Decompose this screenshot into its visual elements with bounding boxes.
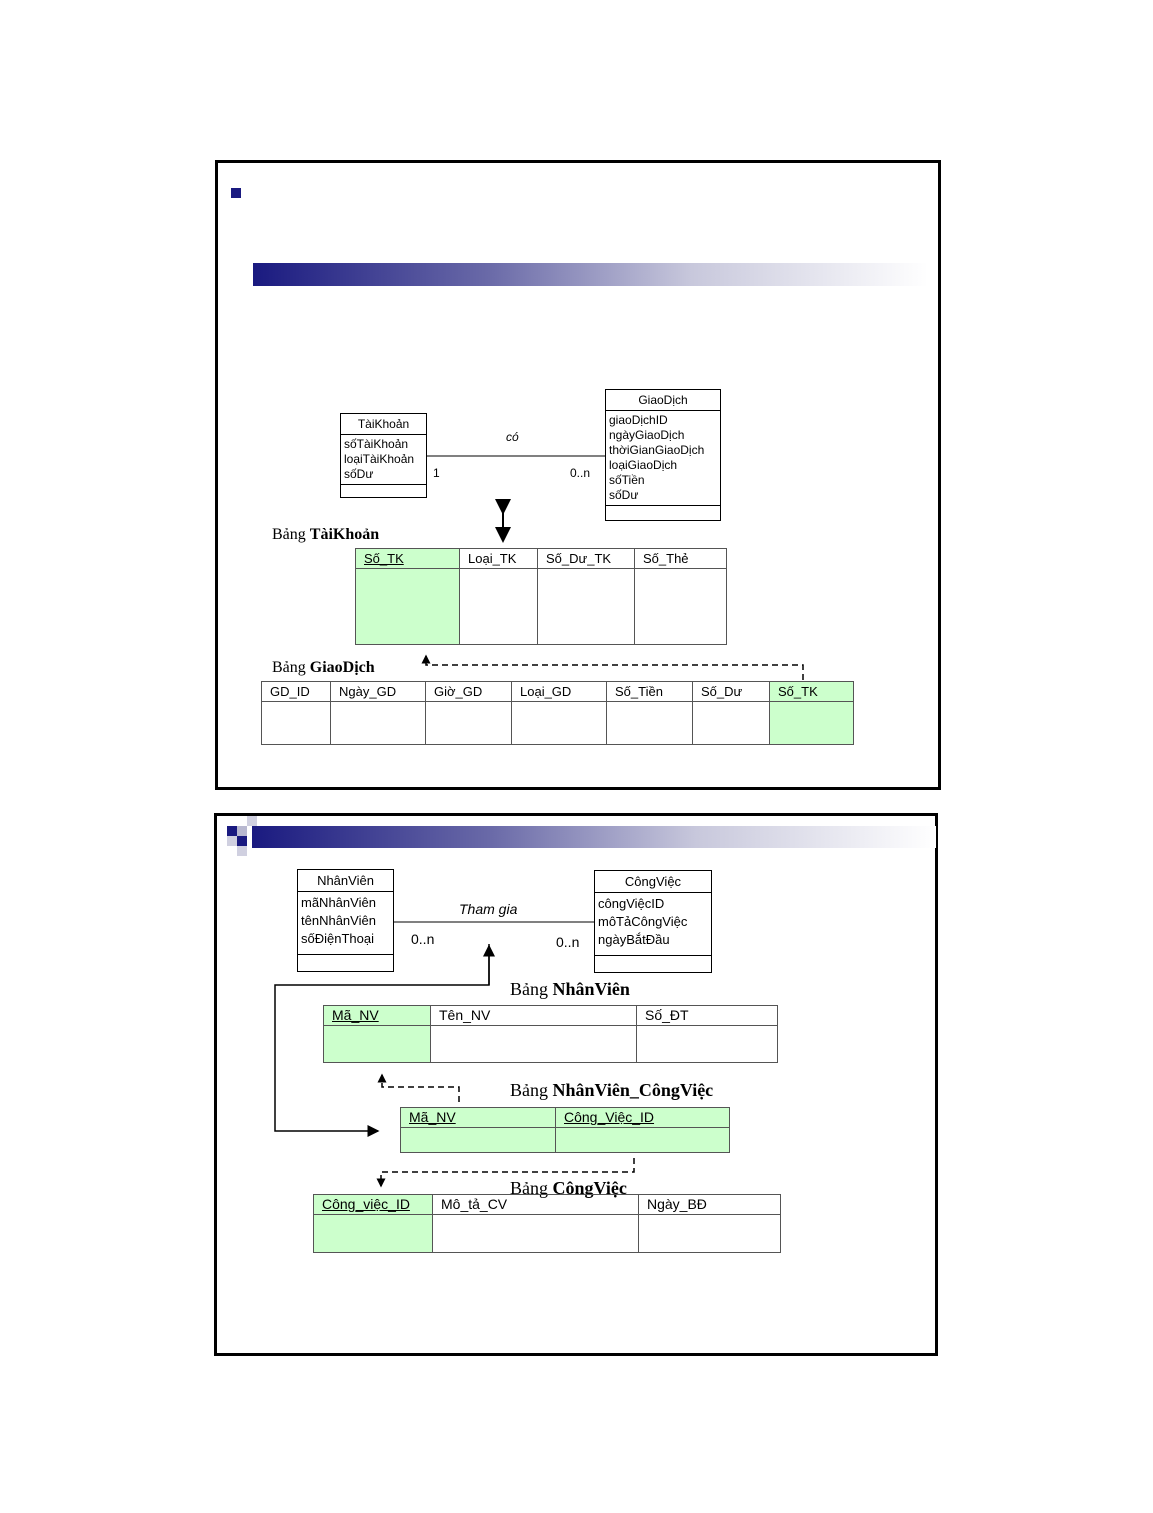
primary-key-column: Công_việc_ID: [314, 1195, 433, 1215]
multiplicity-right: 0..n: [570, 466, 591, 480]
uml-attribute: giaoDịchID: [609, 413, 668, 427]
uml-class-name: TàiKhoản: [341, 414, 426, 435]
multiplicity-left: 0..n: [411, 931, 435, 947]
uml-attribute: ngàyBắtĐầu: [598, 932, 670, 947]
table-column: Ngày_GD: [331, 682, 426, 702]
uml-attribute: sốDư: [609, 488, 639, 502]
caption-prefix: Bảng: [510, 1080, 548, 1100]
caption-prefix: Bảng: [510, 979, 548, 999]
primary-key-column: Công_Việc_ID: [556, 1108, 730, 1128]
primary-key-column: Mã_NV: [324, 1006, 431, 1026]
uml-attribute: sốĐiệnThoại: [301, 931, 374, 946]
uml-attribute: loạiGiaoDịch: [609, 458, 678, 472]
table-column: Số_ĐT: [637, 1006, 778, 1026]
table-column: Ngày_BĐ: [639, 1195, 781, 1215]
foreign-key-dashed-line: [426, 656, 803, 680]
table-column: Số_Dư_TK: [538, 549, 635, 569]
uml-attribute: loạiTàiKhoản: [344, 452, 415, 466]
caption-table-name: TàiKhoản: [309, 526, 380, 543]
caption-prefix: Bảng: [272, 526, 306, 543]
caption-table-name: NhânViên_CôngViệc: [552, 1080, 714, 1100]
foreign-key-column: Số_TK: [770, 682, 854, 702]
association-label: có: [506, 430, 519, 444]
table-column: Loại_GD: [512, 682, 607, 702]
multiplicity-left: 1: [433, 466, 440, 480]
uml-attribute: côngViệcID: [598, 896, 665, 911]
table-column: Mô_tả_CV: [433, 1195, 639, 1215]
association-class-connector: [275, 944, 489, 1131]
caption-prefix: Bảng: [510, 1178, 548, 1198]
association-label: Tham gia: [459, 901, 518, 917]
table-column: Số_Thẻ: [635, 549, 727, 569]
uml-attribute: tênNhânViên: [301, 913, 376, 928]
uml-attribute: thờiGianGiaoDịch: [609, 443, 705, 457]
caption-table-name: CôngViệc: [552, 1178, 627, 1198]
primary-key-column: Số_TK: [356, 549, 460, 569]
uml-class-name: GiaoDịch: [606, 390, 720, 411]
caption-prefix: Bảng: [272, 659, 306, 676]
caption-table-name: NhânViên: [552, 979, 630, 999]
table-column: Số_Tiền: [607, 682, 693, 702]
foreign-key-dashed-line: [381, 1158, 634, 1186]
uml-class-name: NhânViên: [298, 870, 393, 892]
table-column: Loại_TK: [460, 549, 538, 569]
caption-table-name: GiaoDịch: [309, 659, 375, 676]
uml-attribute: môTảCôngViệc: [598, 914, 688, 929]
table-column: Giờ_GD: [426, 682, 512, 702]
uml-attribute: sốTiền: [609, 473, 645, 487]
table-column: Số_Dư: [693, 682, 770, 702]
uml-attribute: ngàyGiaoDịch: [609, 428, 685, 442]
table-column: GD_ID: [262, 682, 331, 702]
uml-attribute: sốTàiKhoản: [344, 437, 409, 451]
table-column: Tên_NV: [431, 1006, 637, 1026]
foreign-key-dashed-line: [382, 1075, 459, 1102]
multiplicity-right: 0..n: [556, 934, 580, 950]
uml-class-name: CôngViệc: [595, 871, 711, 893]
uml-attribute: sốDư: [344, 467, 374, 481]
uml-attribute: mãNhânViên: [301, 895, 376, 910]
primary-key-column: Mã_NV: [401, 1108, 556, 1128]
